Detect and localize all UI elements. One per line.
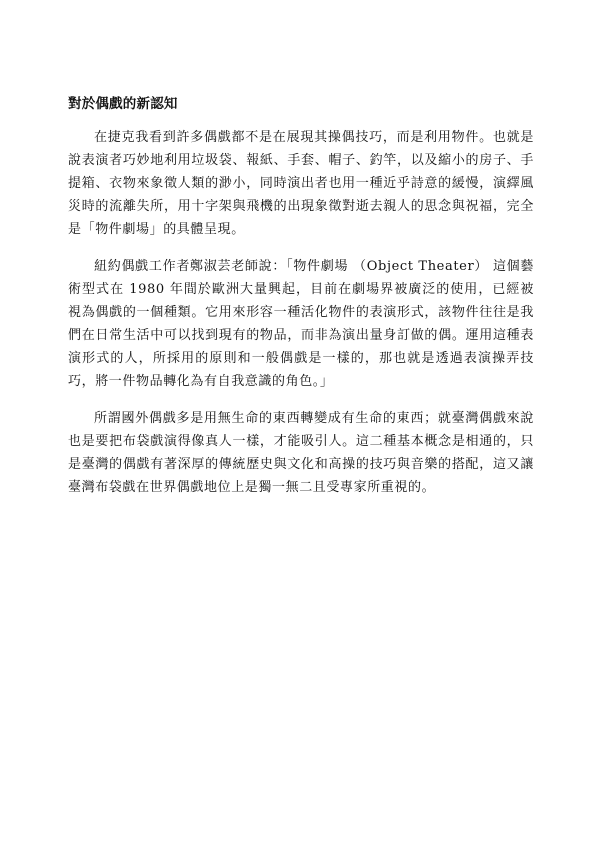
paragraph-2: 紐約偶戲工作者鄭淑芸老師說：「物件劇場 （Object Theater） 這個藝術型式在 1980 年間於歐洲大量興起，目前在劇場界被廣泛的使用，已經被視為偶戲的一個種類。它用來形容一種活化物件的表演形式，該物件往往是我們在日常生活中可以找到現有的物品，而非為演出量身訂做的偶。運用這種表演形式的人，所採用的原則和一般偶戲是一樣的，那也就是透過表演操弄技巧，將一件物品轉化為有自我意識的角色。」	[68, 259, 534, 389]
section-heading: 對於偶戲的新認知	[68, 96, 178, 112]
paragraph-3: 所謂國外偶戲多是用無生命的東西轉變成有生命的東西；就臺灣偶戲來說也是要把布袋戲演得像真人一樣，才能吸引人。這二種基本概念是相通的，只是臺灣的偶戲有著深厚的傳統歷史與文化和高操的技巧與音樂的搭配，這又讓臺灣布袋戲在世界偶戲地位上是獨一無二且受專家所重視的。	[68, 411, 534, 495]
document-body	[68, 92, 534, 513]
paragraph-1: 在捷克我看到許多偶戲都不是在展現其操偶技巧，而是利用物件。也就是說表演者巧妙地利用垃圾袋、報紙、手套、帽子、釣竿，以及縮小的房子、手提箱、衣物來象徵人類的渺小，同時演出者也用一種近乎詩意的緩慢，演繹風災時的流離失所，用十字架與飛機的出現象徵對逝去親人的思念與祝福，完全是「物件劇場」的具體呈現。	[68, 130, 534, 237]
